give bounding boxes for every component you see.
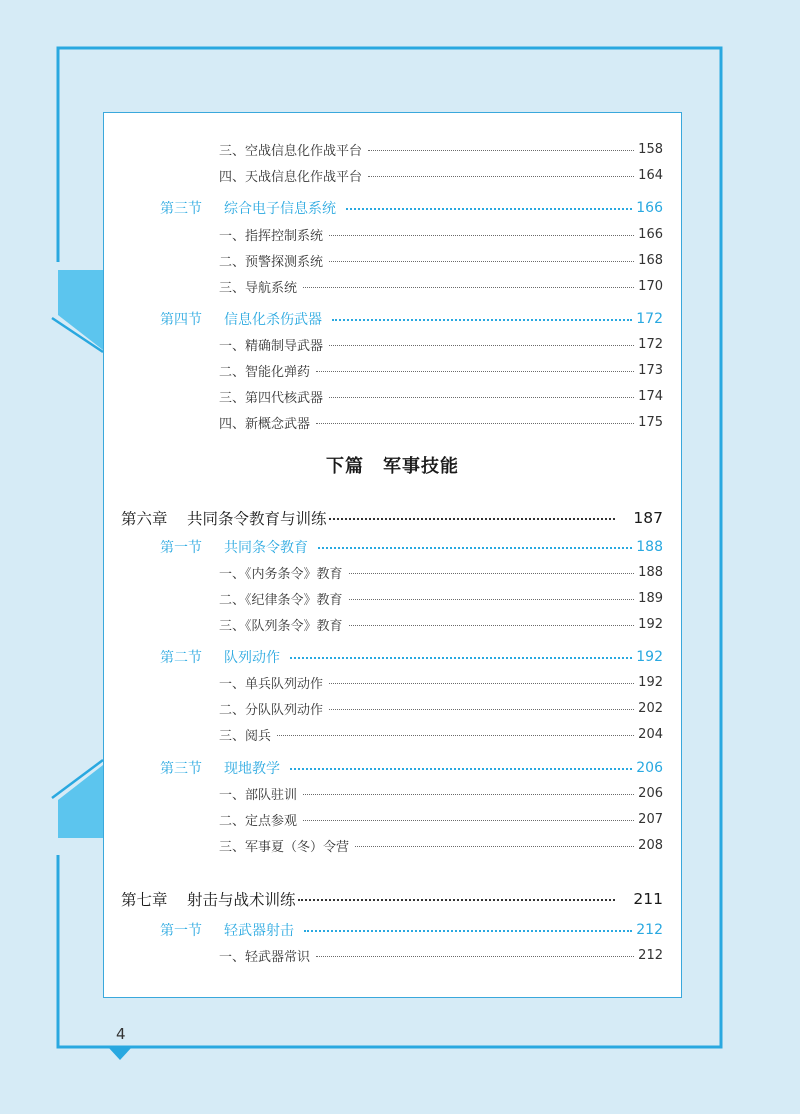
- entry-page-number: 212: [638, 947, 663, 963]
- entry-title: 信息化杀伤武器: [224, 312, 322, 328]
- dot-leader: [316, 956, 634, 957]
- toc-item[interactable]: [219, 784, 663, 802]
- dot-leader: [349, 625, 635, 626]
- entry-page-number: 170: [638, 278, 663, 294]
- entry-title: 现地教学: [224, 761, 280, 777]
- entry-number: 第三节: [160, 201, 202, 217]
- toc-section[interactable]: [160, 309, 663, 329]
- entry-title: 共同条令教育与训练: [187, 510, 327, 528]
- dot-leader: [329, 345, 634, 346]
- dot-leader: [304, 930, 632, 932]
- toc-item[interactable]: [219, 140, 663, 158]
- dot-leader: [329, 683, 634, 684]
- dot-leader: [368, 176, 634, 177]
- entry-title: 共同条令教育: [224, 540, 308, 556]
- part-title: 下篇 军事技能: [326, 456, 459, 477]
- toc-item[interactable]: [219, 615, 663, 633]
- entry-page-number: 166: [638, 226, 663, 242]
- toc-section[interactable]: [160, 537, 663, 557]
- toc-section[interactable]: [160, 758, 663, 778]
- entry-title: 一、《内务条令》教育: [219, 566, 343, 582]
- toc-item[interactable]: [219, 277, 663, 295]
- dot-leader: [303, 287, 634, 288]
- entry-title: 二、分队队列动作: [219, 702, 324, 718]
- toc-item[interactable]: [219, 810, 663, 828]
- toc-item[interactable]: [219, 699, 663, 717]
- entry-title: 一、指挥控制系统: [219, 228, 324, 244]
- dot-leader: [318, 547, 632, 549]
- entry-title: 二、《纪律条令》教育: [219, 592, 343, 608]
- dot-leader: [332, 319, 632, 321]
- entry-page-number: 202: [638, 700, 663, 716]
- toc-section[interactable]: [160, 198, 663, 218]
- entry-page-number: 192: [638, 616, 663, 632]
- entry-page-number: 207: [638, 811, 663, 827]
- entry-page-number: 188: [638, 564, 663, 580]
- entry-number: 第四节: [160, 312, 202, 328]
- entry-page-number: 192: [638, 674, 663, 690]
- page-number: 4: [116, 1025, 126, 1043]
- dot-leader: [329, 397, 634, 398]
- toc-item[interactable]: [219, 725, 663, 743]
- toc-chapter[interactable]: [121, 888, 663, 910]
- entry-title: 三、空战信息化作战平台: [219, 143, 363, 159]
- entry-page-number: 158: [638, 141, 663, 157]
- entry-page-number: 172: [636, 311, 663, 327]
- toc-item[interactable]: [219, 563, 663, 581]
- entry-page-number: 206: [638, 785, 663, 801]
- entry-title: 二、定点参观: [219, 813, 298, 829]
- entry-title: 一、部队驻训: [219, 787, 298, 803]
- dot-leader: [329, 261, 634, 262]
- entry-title: 三、阅兵: [219, 728, 272, 744]
- entry-number: 第三节: [160, 761, 202, 777]
- entry-title: 二、预警探测系统: [219, 254, 324, 270]
- dot-leader: [368, 150, 634, 151]
- dot-leader: [329, 709, 634, 710]
- entry-title: 三、军事夏（冬）令营: [219, 839, 350, 855]
- dot-leader: [349, 599, 635, 600]
- dot-leader: [298, 899, 616, 901]
- toc-item[interactable]: [219, 225, 663, 243]
- toc-item[interactable]: [219, 387, 663, 405]
- entry-title: 二、智能化弹药: [219, 364, 311, 380]
- entry-page-number: 206: [636, 760, 663, 776]
- entry-page-number: 208: [638, 837, 663, 853]
- entry-page-number: 172: [638, 336, 663, 352]
- entry-title: 四、天战信息化作战平台: [219, 169, 363, 185]
- entry-title: 一、精确制导武器: [219, 338, 324, 354]
- toc-item[interactable]: [219, 589, 663, 607]
- dot-leader: [316, 371, 634, 372]
- entry-number: 第七章: [121, 891, 168, 909]
- toc-section[interactable]: [160, 920, 663, 940]
- toc-item[interactable]: [219, 413, 663, 431]
- toc-item[interactable]: [219, 836, 663, 854]
- entry-page-number: 204: [638, 726, 663, 742]
- dot-leader: [346, 208, 632, 210]
- toc-section[interactable]: [160, 647, 663, 667]
- toc-item[interactable]: [219, 673, 663, 691]
- dot-leader: [303, 820, 634, 821]
- toc-item[interactable]: [219, 251, 663, 269]
- entry-number: 第六章: [121, 510, 168, 528]
- entry-title: 射击与战术训练: [187, 891, 296, 909]
- entry-page-number: 174: [638, 388, 663, 404]
- toc-item[interactable]: [219, 335, 663, 353]
- entry-page-number: 188: [636, 539, 663, 555]
- entry-page-number: 189: [638, 590, 663, 606]
- toc-item[interactable]: [219, 946, 663, 964]
- entry-title: 三、导航系统: [219, 280, 298, 296]
- entry-page-number: 192: [636, 649, 663, 665]
- entry-page-number: 166: [636, 200, 663, 216]
- dot-leader: [303, 794, 634, 795]
- entry-page-number: 175: [638, 414, 663, 430]
- entry-title: 三、第四代核武器: [219, 390, 324, 406]
- entry-title: 一、单兵队列动作: [219, 676, 324, 692]
- dot-leader: [355, 846, 634, 847]
- dot-leader: [290, 657, 632, 659]
- toc-chapter[interactable]: [121, 507, 663, 529]
- dot-leader: [290, 768, 632, 770]
- entry-number: 第一节: [160, 923, 202, 939]
- entry-page-number: 211: [633, 890, 663, 908]
- entry-title: 轻武器射击: [224, 923, 294, 939]
- entry-page-number: 187: [633, 509, 663, 527]
- entry-title: 综合电子信息系统: [224, 201, 336, 217]
- entry-page-number: 173: [638, 362, 663, 378]
- dot-leader: [277, 735, 634, 736]
- toc-item[interactable]: [219, 361, 663, 379]
- entry-page-number: 164: [638, 167, 663, 183]
- entry-number: 第一节: [160, 540, 202, 556]
- entry-title: 四、新概念武器: [219, 416, 311, 432]
- entry-title: 一、轻武器常识: [219, 949, 311, 965]
- entry-page-number: 168: [638, 252, 663, 268]
- entry-title: 队列动作: [224, 650, 280, 666]
- entry-page-number: 212: [636, 922, 663, 938]
- dot-leader: [329, 235, 634, 236]
- entry-number: 第二节: [160, 650, 202, 666]
- toc-item[interactable]: [219, 166, 663, 184]
- dot-leader: [349, 573, 635, 574]
- entry-title: 三、《队列条令》教育: [219, 618, 343, 634]
- dot-leader: [316, 423, 634, 424]
- dot-leader: [329, 518, 616, 520]
